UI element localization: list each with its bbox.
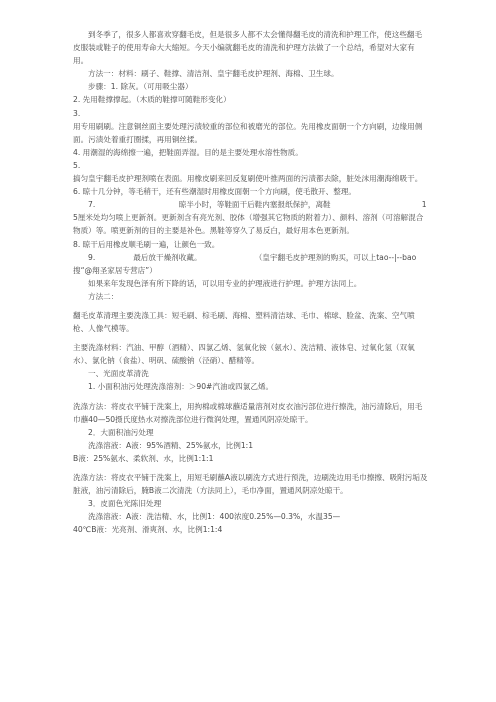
care-note: 如果来年发现色泽有所下降的话，可以用专业的护理液进行护理。护理方法同上。 bbox=[88, 278, 362, 288]
step-7: 7. 晾半小时，等鞋面干后鞋内塞报纸保护，离鞋 15厘米处均匀喷上更新剂。更新剂含有亮光剂、胶体（增强其它物质的附着力）、颜料、溶剂（可溶解混合物质）等。喷更新剂的目的主要是补色。黑鞋等穿久了易反白，最好用本色更新剂。 bbox=[73, 200, 427, 236]
document-page bbox=[73, 28, 428, 536]
solution-b: B液：25%氨水、柔软剂、水，比例1:1:1 bbox=[73, 453, 214, 463]
faded-solution-b: 40℃B液：光亮剂、滑爽剂、水，比例1:1:4 bbox=[73, 525, 223, 535]
solution-a: 洗涤溶液：A液：95%酒精、25%氨水，比例1:1 bbox=[88, 440, 254, 450]
faded-solution-a: 洗涤溶液：A液：洗洁精、水，比例1：400浓度0.25%—0.3%，水温35— bbox=[88, 512, 341, 522]
section-one-heading: 一、光面皮革清洗 bbox=[88, 369, 149, 379]
intro-paragraph: 到冬季了，很多人都喜欢穿翻毛皮，但是很多人都不太会懂得翻毛皮的清洗和护理工作，使这些翻毛皮服装或鞋子的使用寿命大大缩短。今天小编就翻毛皮的清洗和护理方法做了一个总结，希望对大家有用。 bbox=[73, 30, 423, 66]
step-3-text: 用专用刷刷。注意铜丝面主要处理污渍较重的部位和被磨光的部位。先用橡皮面朝一个方向刷，边缘用侧面。污渍处着重打圈揉，再用铜丝揉。 bbox=[73, 121, 423, 144]
large-oil-stain-heading: 2．大面积油污处理 bbox=[88, 427, 154, 437]
method-one-materials: 方法一：材料：刷子、鞋撑、清洁剂、皇宇翻毛皮护理剂、海棉、卫生球。 bbox=[88, 69, 339, 79]
step-3-number: 3. bbox=[73, 108, 81, 118]
small-oil-stain: 1. 小面积油污处理洗涤溶剂：＞90#汽油或四氯乙烯。 bbox=[88, 382, 274, 392]
step-1: 步骤：1. 除灰。（可用吸尘器） bbox=[88, 82, 193, 92]
step-5-number: 5. bbox=[73, 160, 81, 170]
step-6: 6. 晾十几分钟，等毛稍干，还有些潮湿时用橡皮面朝一个方向刷，使毛散开、整理。 bbox=[73, 187, 357, 197]
method-two-heading: 方法二： bbox=[88, 291, 119, 301]
cleaning-materials: 主要洗涤材料：汽油、甲醇（酒精）、四氯乙烯、氢氧化铵（氨水）、洗洁精、液体皂、过氧化氢（双氧水）、氯化钠（食盐）、明矾、硫酸钠（泾硝）、醋精等。 bbox=[73, 343, 415, 366]
faded-leather-heading: 3．皮面色光陈旧处理 bbox=[88, 499, 162, 509]
step-9: 9. 最后放干燥剂收藏。 （皇宇翻毛皮护理剂的购买，可以上tao--|--bao搜“@翔圣家居专营店”） bbox=[73, 252, 417, 275]
step-5-text: 搞匀皇宇翻毛皮护理剂喷在表面。用橡皮刷来回反复刷使叶推两面的污渍都去除，脏处沫用潮海绵吸干。 bbox=[73, 174, 423, 184]
large-oil-stain-method: 洗涤方法：将皮衣平铺于洗案上，用短毛刷蘸A液以刷洗方式进行预洗，边刷洗边用毛巾擦擦、吸附污垢及脏液，油污清除后，腌B液二次清洗（方法同上），毛巾净面，置通风阴凉处晾干。 bbox=[73, 473, 428, 496]
small-oil-stain-method: 洗涤方法：将皮衣平铺于洗案上，用拘棉或棉球蘸适量溶剂对皮衣油污部位进行擦洗，油污清除后，用毛巾蘸40—50摄氏度热水对擦洗部位进行微润处理，置通风阴凉处晾干。 bbox=[73, 401, 423, 424]
step-2: 2. 先用鞋撑撑起。（木质的鞋撑可随鞋形变化） bbox=[73, 95, 231, 105]
step-8: 8. 晾干后用橡皮顺毛刷一遍，让颜色一致。 bbox=[73, 239, 220, 249]
cleaning-tools: 翻毛皮革清理主要洗涤工具：短毛刷、棕毛刷、海棉、塑料清洁球、毛巾、棉球、脸盆、洗案、空气喷枪、人像气模等。 bbox=[73, 310, 415, 334]
step-4: 4. 用潮湿的海绵擦一遍，把鞋面弄湿。目的是主要处理水溶性物质。 bbox=[73, 147, 303, 157]
